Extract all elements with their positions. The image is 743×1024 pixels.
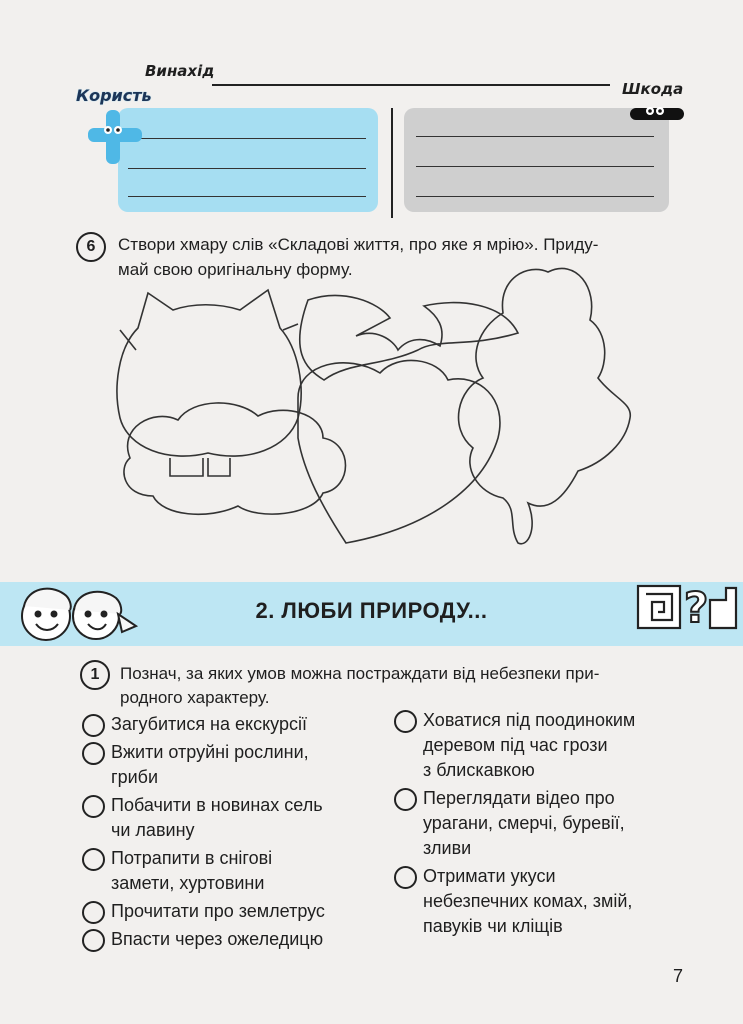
option-checkbox[interactable] (82, 795, 105, 818)
option-text: Отримати укуси (423, 866, 556, 886)
option-text: Загубитися на екскурсії (111, 714, 307, 734)
harm-line-3 (416, 196, 654, 197)
minus-icon (628, 102, 686, 124)
option-text: з блискавкою (423, 760, 535, 780)
ghost-shape (459, 268, 631, 543)
task-number-6: 6 (76, 232, 106, 262)
task-number-1: 1 (80, 660, 110, 690)
option-checkbox[interactable] (394, 866, 417, 889)
task6-line-1: Створи хмару слів «Складові життя, про яке я мрію». Приду- (118, 235, 599, 254)
option-text: чи лавину (111, 820, 195, 840)
column-divider (391, 108, 393, 218)
option-left-3[interactable] (82, 793, 323, 843)
paws-shape (170, 458, 230, 476)
svg-text:?: ? (684, 583, 709, 632)
option-right-3[interactable] (394, 864, 632, 939)
option-text: Потрапити в снігові (111, 848, 273, 868)
cloud-shape (124, 403, 346, 514)
option-checkbox[interactable] (394, 710, 417, 733)
option-text: Впасти через ожеледицю (111, 929, 324, 949)
option-text: павуків чи кліщів (423, 916, 563, 936)
task1-line-1: Познач, за яких умов можна постраждати від небезпеки при- (120, 664, 600, 683)
page-number: 7 (672, 966, 683, 986)
option-left-4[interactable] (82, 846, 272, 896)
task6-line-2: май свою оригінальну форму. (118, 260, 353, 279)
option-left-1[interactable] (82, 712, 307, 737)
invention-label: Винахід (145, 62, 215, 80)
option-text: Ховатися під поодиноким (423, 710, 636, 730)
option-checkbox[interactable] (82, 901, 105, 924)
option-text: Переглядати відео про (423, 788, 615, 808)
option-text: деревом під час грози (423, 735, 608, 755)
benefit-box (118, 108, 378, 212)
harm-line-1 (416, 136, 654, 137)
option-checkbox[interactable] (82, 848, 105, 871)
benefit-line-1 (128, 138, 366, 139)
task1-line-2: родного характеру. (120, 688, 270, 707)
harm-line-2 (416, 166, 654, 167)
option-right-2[interactable] (394, 786, 625, 861)
benefit-line-3 (128, 196, 366, 197)
word-cloud-shapes (108, 258, 668, 558)
option-checkbox[interactable] (82, 929, 105, 952)
section-title: 2. ЛЮБИ ПРИРОДУ... (255, 598, 488, 623)
benefit-label: Користь (76, 86, 152, 105)
option-text: гриби (111, 767, 158, 787)
option-text: небезпечних комах, змій, (423, 891, 633, 911)
option-text: Побачити в новинах сель (111, 795, 323, 815)
benefit-line-2 (128, 168, 366, 169)
puzzle-icon (634, 578, 740, 636)
bat-shape (300, 295, 518, 380)
option-left-2[interactable] (82, 740, 309, 790)
option-left-6[interactable] (82, 927, 323, 952)
option-text: Прочитати про землетрус (111, 901, 325, 921)
option-text: Вжити отруйні рослини, (111, 742, 309, 762)
option-text: урагани, смерчі, буревії, (423, 813, 625, 833)
option-checkbox[interactable] (394, 788, 417, 811)
harm-label: Шкода (622, 80, 684, 98)
plus-icon (86, 108, 146, 166)
option-left-5[interactable] (82, 899, 325, 924)
invention-answer-line (212, 84, 610, 86)
option-checkbox[interactable] (82, 742, 105, 765)
option-text: зливи (423, 838, 472, 858)
option-text: замети, хуртовини (111, 873, 265, 893)
cat-shape (117, 290, 301, 456)
option-right-1[interactable] (394, 708, 635, 783)
option-checkbox[interactable] (82, 714, 105, 737)
